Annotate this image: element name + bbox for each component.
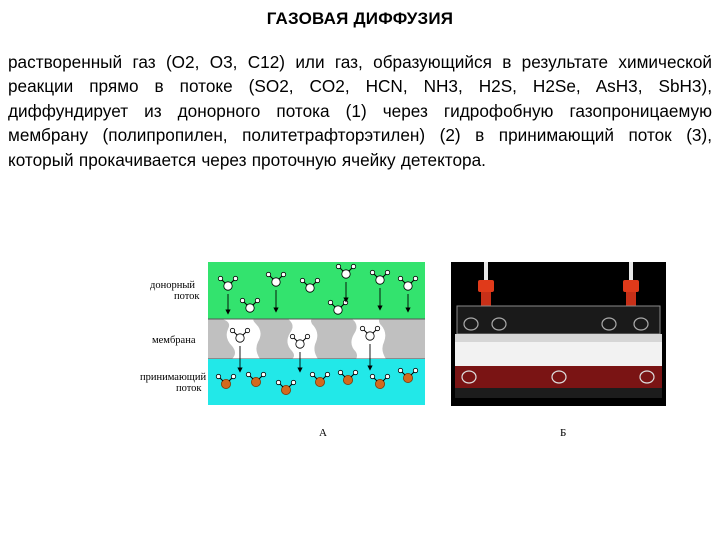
- photo-caption: Б: [560, 427, 567, 439]
- donor-flow-label: донорный поток: [150, 280, 200, 302]
- cell-photo-graphic: [451, 262, 666, 406]
- page-title: ГАЗОВАЯ ДИФФУЗИЯ: [266, 9, 454, 28]
- acceptor-flow-label: принимающий поток: [140, 372, 207, 394]
- description-paragraph: растворенный газ (O2, O3, C12) или газ, образующийся в результате химической реакции прямо в потоке (SO2, CO2, HCN, NH3, H2S, H2Se, AsH3, SbH3), диффундирует из донорного потока (1) через гидрофобную газопроницаемую мембрану (полипропилен, политетрафторэтилен) (2) в принимающий поток (3), который прокачивается через проточную ячейку детектора.: [8, 52, 712, 170]
- membrane-pores: [222, 319, 386, 359]
- diagram-graphic: [140, 258, 430, 408]
- gas-diffusion-diagram: [140, 258, 430, 408]
- membrane-label: мембрана: [152, 335, 196, 346]
- diagram-caption: А: [319, 427, 327, 439]
- diffusion-cell-photo: [451, 262, 666, 406]
- donor-flow-band: [208, 262, 425, 319]
